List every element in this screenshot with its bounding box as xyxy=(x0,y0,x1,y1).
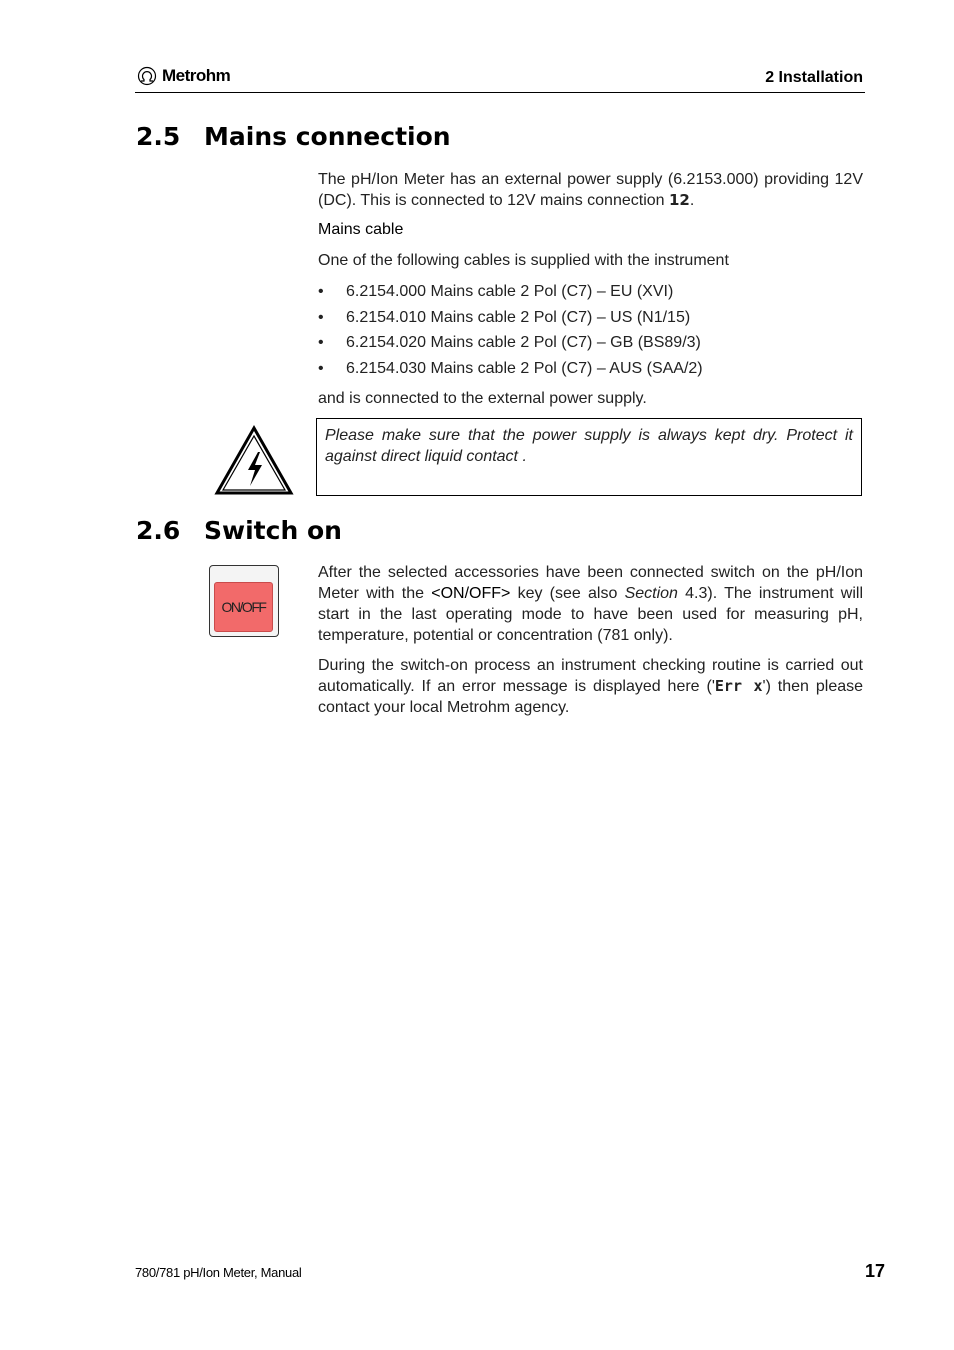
cable-list xyxy=(318,279,703,381)
error-message-code: Err x xyxy=(714,677,763,695)
logo-text: Metrohm xyxy=(162,66,231,85)
section-number: 2.5 xyxy=(136,122,181,151)
section-number: 2.6 xyxy=(136,516,181,545)
section-heading-switch-on xyxy=(136,516,342,545)
switch-on-paragraph-2 xyxy=(318,655,863,718)
cable-item-text: 6.2154.020 Mains cable 2 Pol (C7) – GB (BS89/3) xyxy=(346,334,701,351)
header-section-title: 2 Installation xyxy=(765,69,863,86)
mains-intro-text: The pH/Ion Meter has an external power supply (6.2153.000) providing 12V (DC). This is connected to 12V mains connection xyxy=(318,171,863,209)
logo xyxy=(135,66,230,86)
omega-logo-icon xyxy=(135,66,159,86)
key-reference: <ON/OFF> xyxy=(431,585,511,602)
footer-manual-title: 780/781 pH/Ion Meter, Manual xyxy=(135,1265,302,1280)
switch-on-text: 4.3). The instrument will start in the last operating mode to have been used for measuring pH, temperature, potential or concentration (781 only). xyxy=(318,585,864,644)
bullet: • xyxy=(318,283,324,300)
switch-on-text: ') then please contact your local Metrohm agency. xyxy=(318,678,864,716)
page-number: 17 xyxy=(865,1261,886,1281)
cable-item-text: 6.2154.000 Mains cable 2 Pol (C7) – EU (XVI) xyxy=(346,283,674,300)
mains-cable-subheading: Mains cable xyxy=(318,221,404,238)
on-off-key-label: ON/OFF xyxy=(221,599,266,615)
mains-outro: and is connected to the external power supply. xyxy=(318,390,647,407)
bullet: • xyxy=(318,359,324,377)
warning-text: Please make sure that the power supply is always kept dry. Protect it against direct liquid contact . xyxy=(325,427,853,465)
mains-intro-end: . xyxy=(689,192,695,209)
connection-reference: 12 xyxy=(668,191,690,209)
cables-intro: One of the following cables is supplied with the instrument xyxy=(318,252,729,269)
high-voltage-warning-icon xyxy=(214,424,294,496)
mains-intro-paragraph xyxy=(318,169,863,211)
section-heading-mains xyxy=(136,122,451,151)
switch-on-text: During the switch-on process an instrument checking routine is carried out automatically. If an error message is displayed here (' xyxy=(318,657,863,695)
list-item xyxy=(318,356,703,382)
bullet: • xyxy=(318,308,324,326)
cable-item-text: 6.2154.010 Mains cable 2 Pol (C7) – US (N1/15) xyxy=(346,308,691,326)
on-off-key-face xyxy=(214,582,273,632)
bullet: • xyxy=(318,334,324,351)
cable-item-text: 6.2154.030 Mains cable 2 Pol (C7) – AUS (SAA/2) xyxy=(346,359,703,377)
list-item xyxy=(318,305,703,331)
section-title: Mains connection xyxy=(204,122,451,151)
list-item xyxy=(318,330,703,356)
switch-on-text: key (see also xyxy=(510,585,625,602)
warning-box xyxy=(316,418,862,496)
section-title: Switch on xyxy=(204,516,342,545)
page-header xyxy=(135,62,865,93)
on-off-key-illustration xyxy=(209,565,279,637)
switch-on-text: After the selected accessories have been connected switch on the pH/Ion Meter with the xyxy=(318,564,863,602)
section-reference: Section xyxy=(624,585,678,602)
list-item xyxy=(318,279,703,305)
switch-on-paragraph-1 xyxy=(318,562,863,646)
